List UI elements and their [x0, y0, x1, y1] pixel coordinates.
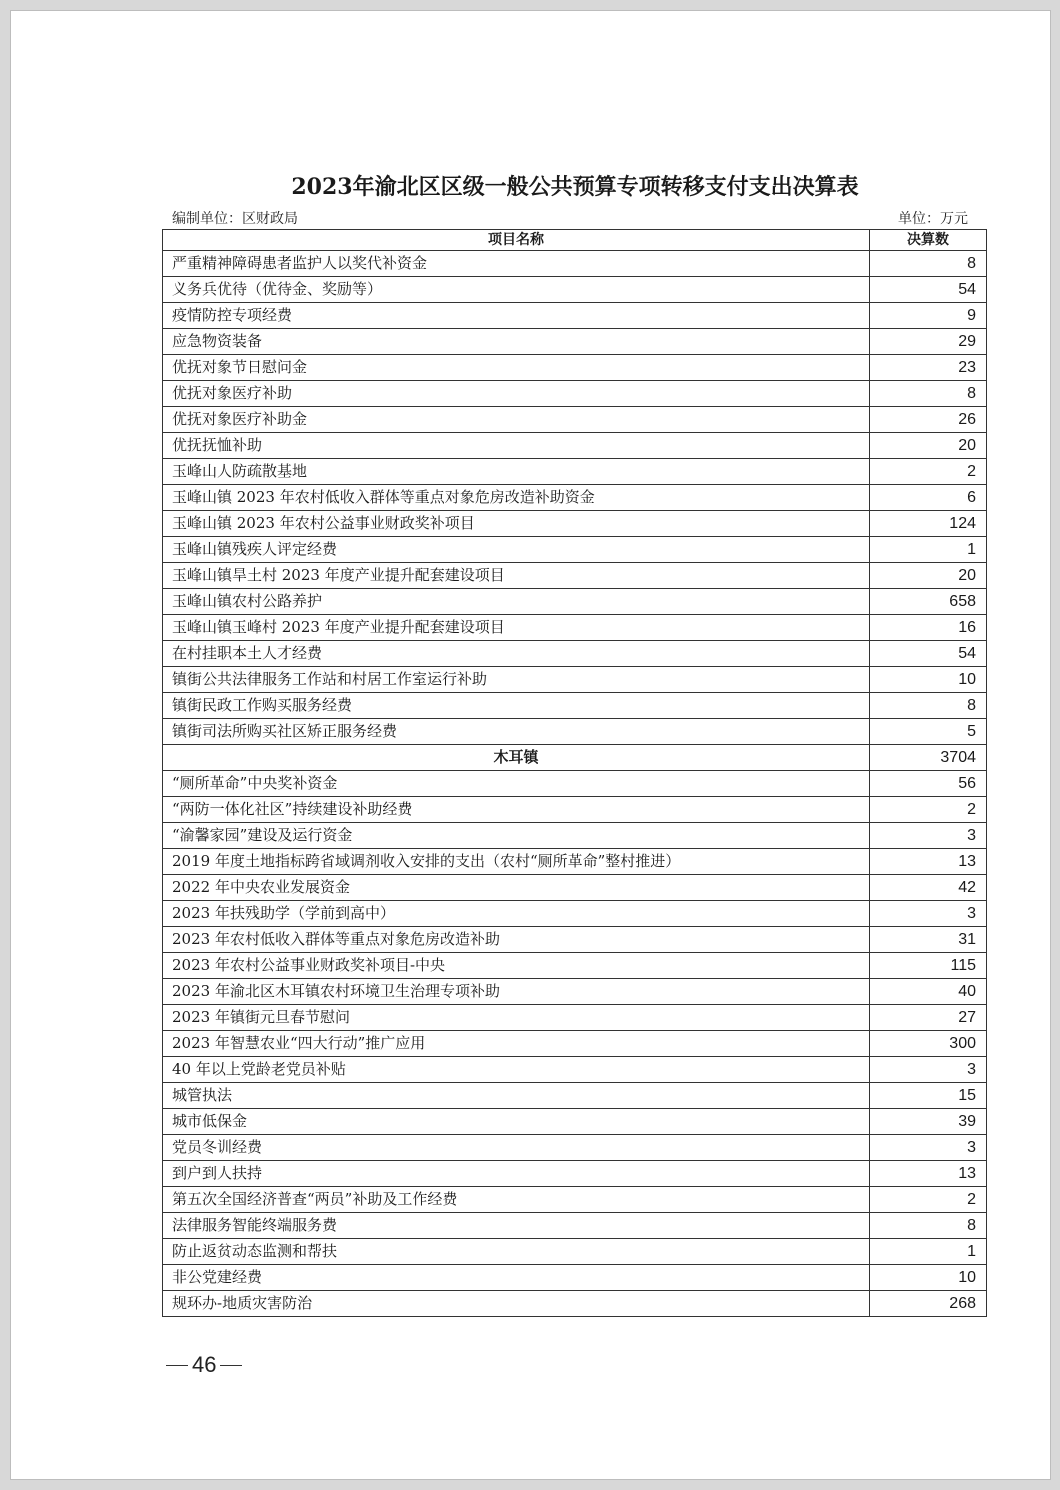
project-name-cell: 玉峰山镇 2023 年农村低收入群体等重点对象危房改造补助资金 [163, 485, 870, 511]
project-name-cell: 玉峰山镇玉峰村 2023 年度产业提升配套建设项目 [163, 615, 870, 641]
table-row [163, 329, 987, 355]
amount-cell: 13 [870, 849, 987, 875]
table-row [163, 537, 987, 563]
project-name-cell: 规环办-地质灾害防治 [163, 1291, 870, 1317]
column-header-project-name: 项目名称 [163, 230, 870, 251]
table-row [163, 381, 987, 407]
project-name-cell: 2023 年渝北区木耳镇农村环境卫生治理专项补助 [163, 979, 870, 1005]
amount-cell: 300 [870, 1031, 987, 1057]
amount-cell: 3 [870, 823, 987, 849]
project-name-cell: 木耳镇 [163, 745, 870, 771]
amount-cell: 115 [870, 953, 987, 979]
project-name-cell: 2019 年度土地指标跨省域调剂收入安排的支出（农村“厕所革命”整村推进） [163, 849, 870, 875]
table-header-row [163, 230, 987, 251]
project-name-cell: 义务兵优待（优待金、奖励等） [163, 277, 870, 303]
table-row [163, 251, 987, 277]
project-name-cell: 防止返贫动态监测和帮扶 [163, 1239, 870, 1265]
amount-cell: 13 [870, 1161, 987, 1187]
project-name-cell: 第五次全国经济普查“两员”补助及工作经费 [163, 1187, 870, 1213]
amount-cell: 56 [870, 771, 987, 797]
table-row [163, 1083, 987, 1109]
amount-cell: 40 [870, 979, 987, 1005]
table-row [163, 953, 987, 979]
footer-dash-left [166, 1365, 188, 1366]
table-row [163, 979, 987, 1005]
table-row [163, 1291, 987, 1317]
unit-label: 单位：万元 [898, 211, 968, 227]
column-header-final-amount: 决算数 [870, 230, 987, 251]
table-row [163, 303, 987, 329]
amount-cell: 23 [870, 355, 987, 381]
amount-cell: 2 [870, 1187, 987, 1213]
amount-cell: 268 [870, 1291, 987, 1317]
table-group-row [163, 745, 987, 771]
amount-cell: 2 [870, 459, 987, 485]
amount-cell: 27 [870, 1005, 987, 1031]
table-row [163, 615, 987, 641]
amount-cell: 42 [870, 875, 987, 901]
table-row [163, 589, 987, 615]
amount-cell: 3704 [870, 745, 987, 771]
project-name-cell: 玉峰山镇 2023 年农村公益事业财政奖补项目 [163, 511, 870, 537]
project-name-cell: 城管执法 [163, 1083, 870, 1109]
table-body [163, 251, 987, 1317]
footer-dash-right [220, 1365, 242, 1366]
project-name-cell: 40 年以上党龄老党员补贴 [163, 1057, 870, 1083]
table-row [163, 1005, 987, 1031]
table-row [163, 771, 987, 797]
project-name-cell: 镇街司法所购买社区矫正服务经费 [163, 719, 870, 745]
amount-cell: 10 [870, 1265, 987, 1291]
project-name-cell: 玉峰山人防疏散基地 [163, 459, 870, 485]
table-row [163, 1057, 987, 1083]
table-row [163, 927, 987, 953]
project-name-cell: “厕所革命”中央奖补资金 [163, 771, 870, 797]
project-name-cell: 2023 年扶残助学（学前到高中） [163, 901, 870, 927]
project-name-cell: 党员冬训经费 [163, 1135, 870, 1161]
page-footer [162, 1352, 246, 1378]
table-row [163, 433, 987, 459]
project-name-cell: 2023 年镇街元旦春节慰问 [163, 1005, 870, 1031]
project-name-cell: 在村挂职本土人才经费 [163, 641, 870, 667]
amount-cell: 20 [870, 563, 987, 589]
table-row [163, 849, 987, 875]
project-name-cell: 玉峰山镇农村公路养护 [163, 589, 870, 615]
amount-cell: 5 [870, 719, 987, 745]
amount-cell: 124 [870, 511, 987, 537]
amount-cell: 1 [870, 1239, 987, 1265]
project-name-cell: 2023 年农村低收入群体等重点对象危房改造补助 [163, 927, 870, 953]
project-name-cell: 优抚抚恤补助 [163, 433, 870, 459]
amount-cell: 39 [870, 1109, 987, 1135]
amount-cell: 6 [870, 485, 987, 511]
amount-cell: 31 [870, 927, 987, 953]
table-row [163, 797, 987, 823]
project-name-cell: 非公党建经费 [163, 1265, 870, 1291]
amount-cell: 1 [870, 537, 987, 563]
table-row [163, 511, 987, 537]
table-row [163, 407, 987, 433]
page-number: 46 [192, 1352, 217, 1377]
amount-cell: 8 [870, 693, 987, 719]
table-row [163, 901, 987, 927]
project-name-cell: 玉峰山镇残疾人评定经费 [163, 537, 870, 563]
table-row [163, 875, 987, 901]
project-name-cell: 优抚对象节日慰问金 [163, 355, 870, 381]
project-name-cell: 2023 年农村公益事业财政奖补项目-中央 [163, 953, 870, 979]
amount-cell: 26 [870, 407, 987, 433]
amount-cell: 16 [870, 615, 987, 641]
amount-cell: 658 [870, 589, 987, 615]
table-row [163, 459, 987, 485]
amount-cell: 54 [870, 641, 987, 667]
project-name-cell: 镇街公共法律服务工作站和村居工作室运行补助 [163, 667, 870, 693]
table-row [163, 1031, 987, 1057]
compiler-label: 编制单位：区财政局 [172, 211, 298, 227]
table-row [163, 1135, 987, 1161]
table-row [163, 485, 987, 511]
table-row [163, 667, 987, 693]
project-name-cell: 严重精神障碍患者监护人以奖代补资金 [163, 251, 870, 277]
project-name-cell: 法律服务智能终端服务费 [163, 1213, 870, 1239]
project-name-cell: 2023 年智慧农业“四大行动”推广应用 [163, 1031, 870, 1057]
amount-cell: 54 [870, 277, 987, 303]
project-name-cell: 2022 年中央农业发展资金 [163, 875, 870, 901]
project-name-cell: 疫情防控专项经费 [163, 303, 870, 329]
table-row [163, 719, 987, 745]
table-row [163, 1265, 987, 1291]
table-row [163, 1239, 987, 1265]
budget-table [162, 229, 987, 1317]
project-name-cell: 优抚对象医疗补助金 [163, 407, 870, 433]
project-name-cell: “两防一体化社区”持续建设补助经费 [163, 797, 870, 823]
amount-cell: 8 [870, 1213, 987, 1239]
amount-cell: 3 [870, 1057, 987, 1083]
amount-cell: 15 [870, 1083, 987, 1109]
table-row [163, 641, 987, 667]
amount-cell: 9 [870, 303, 987, 329]
project-name-cell: 玉峰山镇旱土村 2023 年度产业提升配套建设项目 [163, 563, 870, 589]
table-row [163, 1109, 987, 1135]
table-row [163, 693, 987, 719]
table-row [163, 277, 987, 303]
amount-cell: 8 [870, 251, 987, 277]
project-name-cell: 镇街民政工作购买服务经费 [163, 693, 870, 719]
table-row [163, 563, 987, 589]
document-title: 2023年渝北区区级一般公共预算专项转移支付支出决算表 [291, 174, 859, 200]
amount-cell: 2 [870, 797, 987, 823]
table-row [163, 1187, 987, 1213]
project-name-cell: 优抚对象医疗补助 [163, 381, 870, 407]
project-name-cell: 应急物资装备 [163, 329, 870, 355]
project-name-cell: “渝馨家园”建设及运行资金 [163, 823, 870, 849]
amount-cell: 20 [870, 433, 987, 459]
table-row [163, 355, 987, 381]
table-row [163, 1213, 987, 1239]
amount-cell: 3 [870, 901, 987, 927]
project-name-cell: 城市低保金 [163, 1109, 870, 1135]
amount-cell: 29 [870, 329, 987, 355]
amount-cell: 3 [870, 1135, 987, 1161]
table-row [163, 823, 987, 849]
table-row [163, 1161, 987, 1187]
amount-cell: 8 [870, 381, 987, 407]
project-name-cell: 到户到人扶持 [163, 1161, 870, 1187]
amount-cell: 10 [870, 667, 987, 693]
